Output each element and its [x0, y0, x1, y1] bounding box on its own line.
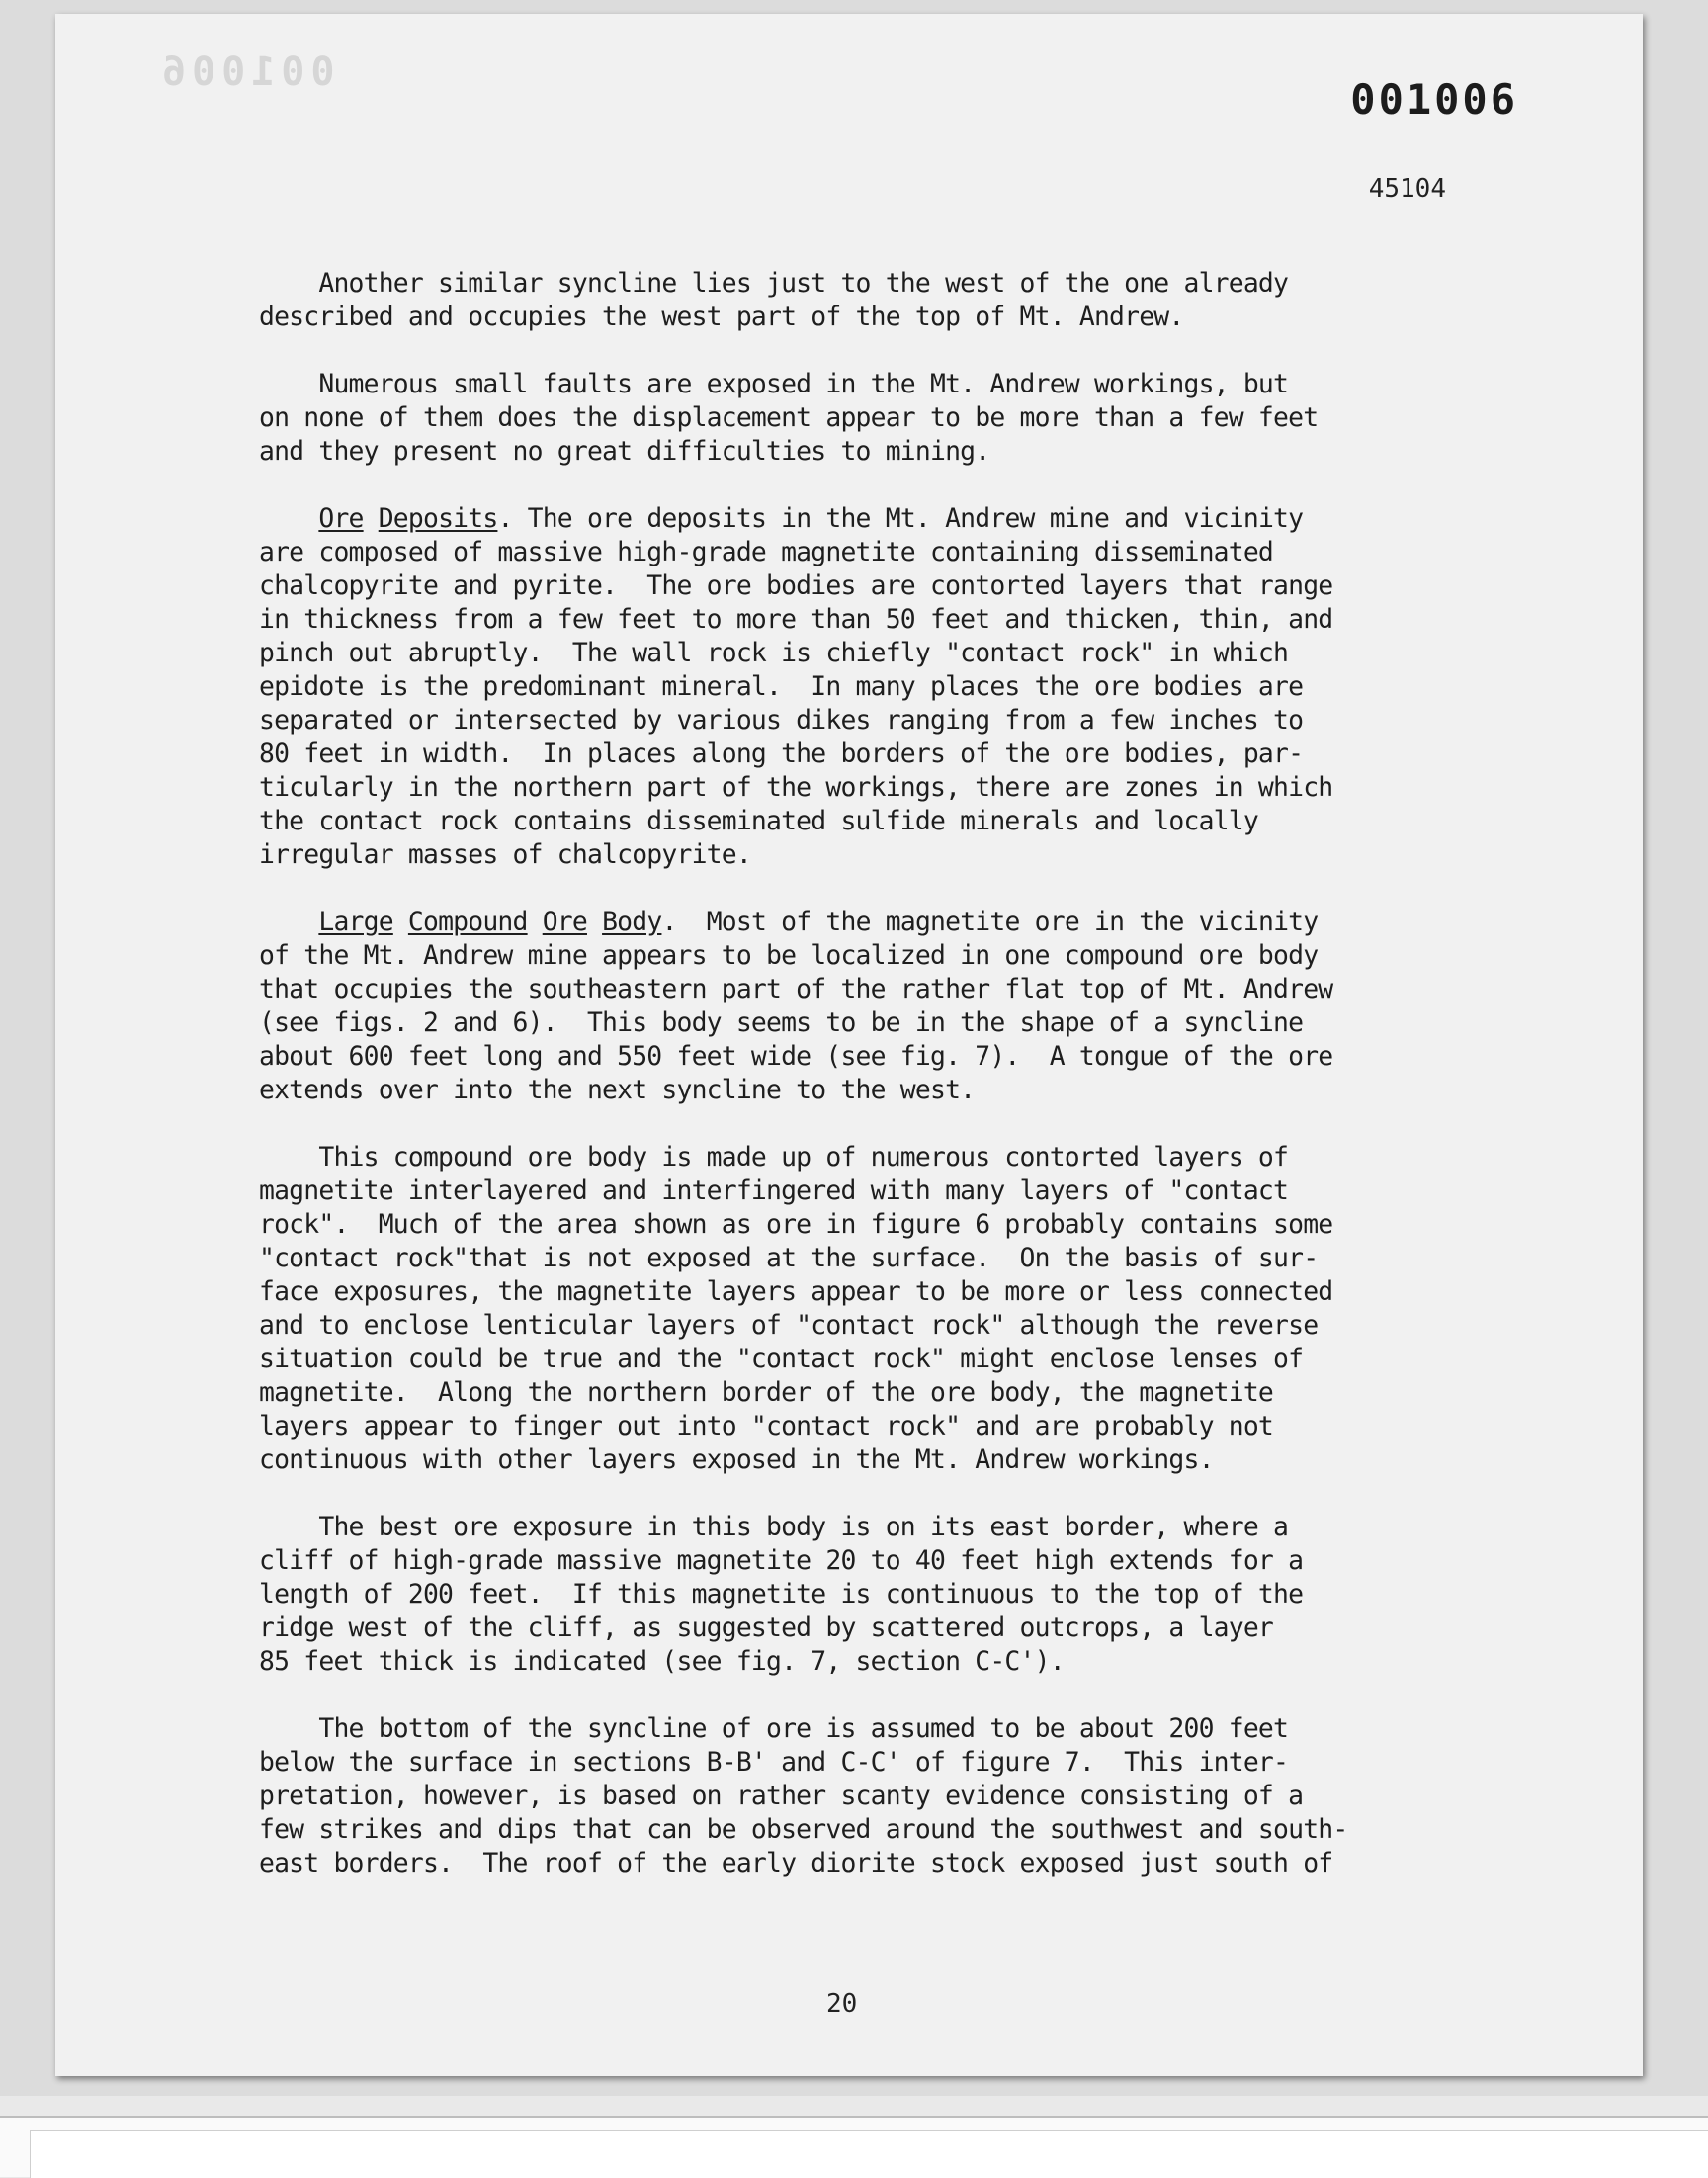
text-line: extends over into the next syncline to the west.	[259, 1075, 976, 1105]
text-line: The best ore exposure in this body is on its east border, where a	[259, 1512, 1289, 1542]
paragraph	[259, 906, 1445, 1107]
text-line: few strikes and dips that can be observed around the southwest and south-	[259, 1814, 1348, 1845]
bleed-through-serial: 001006	[156, 49, 335, 95]
text-line: ticularly in the northern part of the workings, there are zones in which	[259, 772, 1333, 803]
page-number: 20	[826, 1989, 858, 2019]
text-line: 80 feet in width. In places along the borders of the ore bodies, par-	[259, 739, 1304, 769]
text-line: described and occupies the west part of the top of Mt. Andrew.	[259, 302, 1184, 332]
section-heading-word: Ore	[542, 907, 587, 937]
text-line: cliff of high-grade massive magnetite 20 to 40 feet high extends for a	[259, 1545, 1304, 1576]
text-line: chalcopyrite and pyrite. The ore bodies are contorted layers that range	[259, 570, 1333, 601]
text-line: are composed of massive high-grade magnetite containing disseminated	[259, 537, 1274, 567]
text-line: separated or intersected by various dikes ranging from a few inches to	[259, 705, 1304, 736]
text-line: This compound ore body is made up of numerous contorted layers of	[259, 1142, 1289, 1173]
text-line: pretation, however, is based on rather scanty evidence consisting of a	[259, 1781, 1304, 1811]
text-line: situation could be true and the "contact rock" might enclose lenses of	[259, 1344, 1304, 1374]
section-heading-word: Compound	[407, 907, 528, 937]
text-line: Numerous small faults are exposed in the Mt. Andrew workings, but	[259, 369, 1289, 399]
text-line: and they present no great difficulties to mining.	[259, 436, 990, 467]
text-line: on none of them does the displacement appear to be more than a few feet	[259, 402, 1319, 433]
next-page-edge	[30, 2130, 1708, 2178]
text-line: east borders. The roof of the early diorite stock exposed just south of	[259, 1848, 1333, 1878]
text-line: Another similar syncline lies just to the west of the one already	[259, 268, 1289, 299]
text-line: below the surface in sections B-B' and C-C' of figure 7. This inter-	[259, 1747, 1289, 1778]
text-line: about 600 feet long and 550 feet wide (see fig. 7). A tongue of the ore	[259, 1041, 1333, 1072]
text-line: ridge west of the cliff, as suggested by scattered outcrops, a layer	[259, 1612, 1274, 1643]
text-line: irregular masses of chalcopyrite.	[259, 839, 751, 870]
text-line: Large Compound Ore Body. Most of the magnetite ore in the vicinity	[318, 907, 1319, 937]
paragraph	[259, 1511, 1445, 1679]
text-line: that occupies the southeastern part of the rather flat top of Mt. Andrew	[259, 974, 1333, 1004]
text-line: magnetite. Along the northern border of the ore body, the magnetite	[259, 1377, 1274, 1408]
text-line: the contact rock contains disseminated sulfide minerals and locally	[259, 806, 1258, 836]
text-line: Ore Deposits. The ore deposits in the Mt. Andrew mine and vicinity	[318, 503, 1304, 534]
paragraph	[259, 1712, 1445, 1880]
text-line: continuous with other layers exposed in the Mt. Andrew workings.	[259, 1444, 1214, 1475]
text-line: layers appear to finger out into "contact rock" and are probably not	[259, 1411, 1274, 1441]
text-line: pinch out abruptly. The wall rock is chiefly "contact rock" in which	[259, 638, 1289, 668]
text-line: and to enclose lenticular layers of "contact rock" although the reverse	[259, 1310, 1319, 1341]
paragraph	[259, 1141, 1445, 1477]
text-line: face exposures, the magnetite layers appear to be more or less connected	[259, 1276, 1333, 1307]
document-number: 45104	[1368, 174, 1446, 204]
text-line: rock". Much of the area shown as ore in figure 6 probably contains some	[259, 1209, 1333, 1240]
text-line: in thickness from a few feet to more than 50 feet and thicken, thin, and	[259, 604, 1333, 635]
paragraph	[259, 502, 1445, 872]
scanner-edge	[0, 2116, 1708, 2177]
section-heading-word: Ore	[318, 503, 364, 534]
text-line: The bottom of the syncline of ore is assumed to be about 200 feet	[259, 1713, 1289, 1744]
text-line: 85 feet thick is indicated (see fig. 7, section C-C').	[259, 1646, 1065, 1677]
text-line: (see figs. 2 and 6). This body seems to be in the shape of a syncline	[259, 1007, 1304, 1038]
document-body	[259, 267, 1445, 1914]
text-line: magnetite interlayered and interfingered with many layers of "contact	[259, 1176, 1289, 1206]
section-heading-word: Body	[602, 907, 662, 937]
section-heading-word: Deposits	[378, 503, 498, 534]
text-line: "contact rock"that is not exposed at the surface. On the basis of sur-	[259, 1243, 1319, 1273]
paragraph	[259, 368, 1445, 469]
text-line: epidote is the predominant mineral. In many places the ore bodies are	[259, 671, 1304, 702]
text-line: of the Mt. Andrew mine appears to be localized in one compound ore body	[259, 940, 1319, 971]
document-serial-stamp: 001006	[1350, 75, 1518, 124]
section-heading-word: Large	[318, 907, 393, 937]
text-line: length of 200 feet. If this magnetite is continuous to the top of the	[259, 1579, 1304, 1610]
paragraph	[259, 267, 1445, 334]
